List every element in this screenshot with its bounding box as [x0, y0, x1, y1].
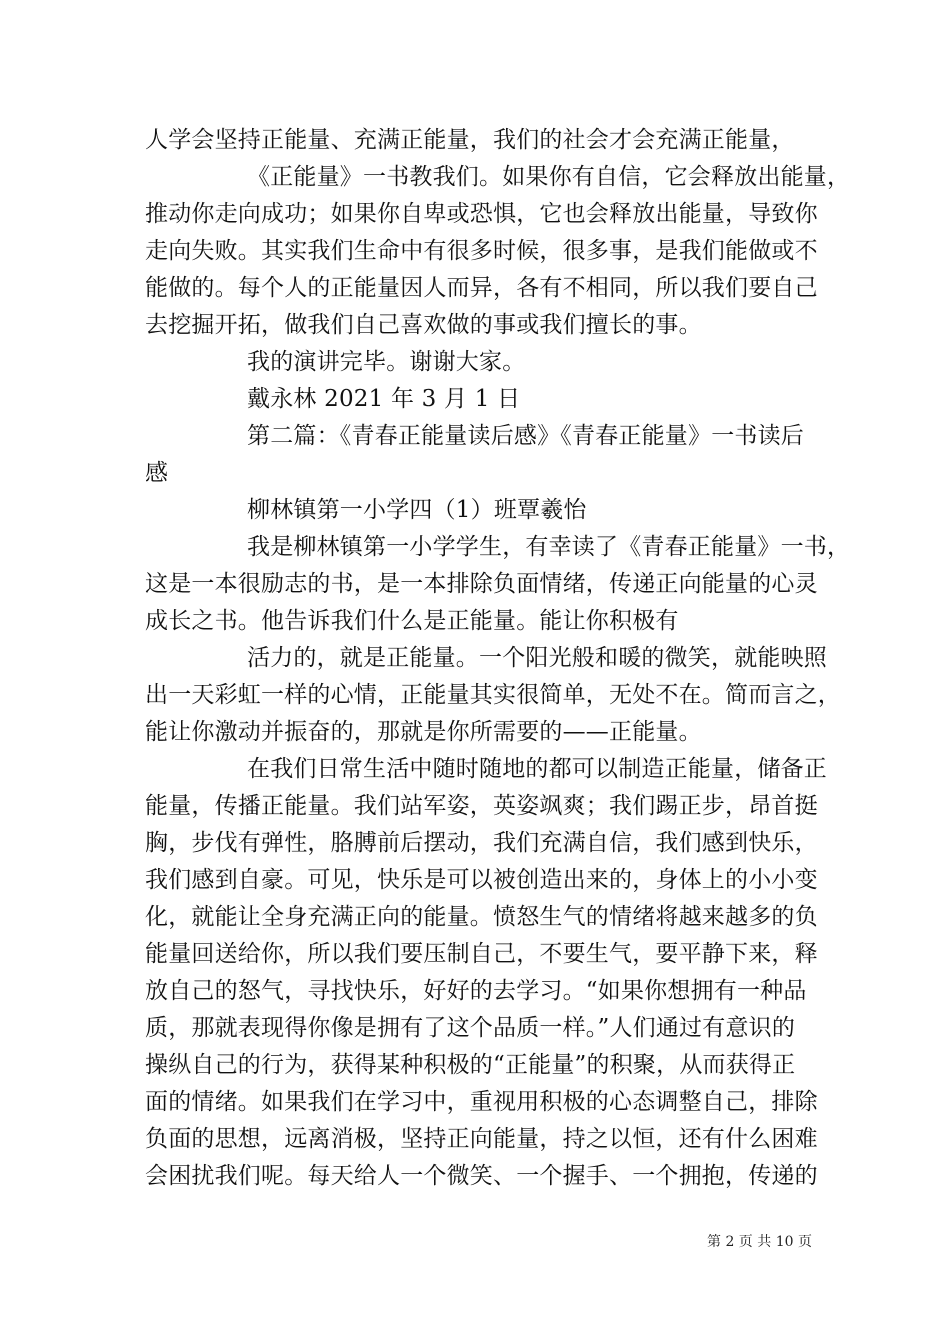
- text-line: 去挖掘开拓，做我们自己喜欢做的事或我们擅长的事。: [145, 312, 702, 338]
- author-line: 柳林镇第一小学四（1）班覃羲怡: [247, 497, 587, 523]
- text-line: 走向失败。其实我们生命中有很多时候，很多事，是我们能做或不: [145, 238, 818, 264]
- text-line: 《正能量》一书教我们。如果你有自信，它会释放出能量，: [247, 164, 851, 190]
- text-line: 能让你激动并振奋的，那就是你所需要的——正能量。: [145, 719, 702, 745]
- text-line: 我是柳林镇第一小学学生，有幸读了《青春正能量》一书，: [247, 534, 851, 560]
- page-number-footer: 第 2 页 共 10 页: [707, 1234, 812, 1250]
- text-line: 我的演讲完毕。谢谢大家。: [247, 349, 526, 375]
- text-line: 能量，传播正能量。我们站军姿，英姿飒爽；我们踢正步，昂首挺: [145, 793, 818, 819]
- text-line: 推动你走向成功；如果你自卑或恐惧，它也会释放出能量，导致你: [145, 201, 818, 227]
- text-line: 放自己的怒气，寻找快乐，好好的去学习。“如果你想拥有一种品: [145, 978, 807, 1004]
- text-line: 成长之书。他告诉我们什么是正能量。能让你积极有: [145, 608, 679, 634]
- text-line: 在我们日常生活中随时随地的都可以制造正能量，储备正: [247, 756, 827, 782]
- text-line: 质，那就表现得你像是拥有了这个品质一样。”人们通过有意识的: [145, 1015, 796, 1041]
- text-line: 负面的思想，远离消极，坚持正向能量，持之以恒，还有什么困难: [145, 1126, 818, 1152]
- text-line: 能做的。每个人的正能量因人而异，各有不相同，所以我们要自己: [145, 275, 818, 301]
- section-heading-continued: 感: [145, 460, 169, 486]
- signature-date-line: 戴永林 2021 年 3 月 1 日: [247, 386, 521, 412]
- text-line: 这是一本很励志的书，是一本排除负面情绪，传递正向能量的心灵: [145, 571, 818, 597]
- text-line: 我们感到自豪。可见，快乐是可以被创造出来的，身体上的小小变: [145, 867, 818, 893]
- text-line: 出一天彩虹一样的心情，正能量其实很简单，无处不在。简而言之，: [145, 682, 841, 708]
- text-line: 面的情绪。如果我们在学习中，重视用积极的心态调整自己，排除: [145, 1089, 818, 1115]
- text-line: 操纵自己的行为，获得某种积极的“正能量”的积聚，从而获得正: [145, 1052, 796, 1078]
- text-line: 人学会坚持正能量、充满正能量，我们的社会才会充满正能量，: [145, 127, 795, 153]
- text-line: 活力的，就是正能量。一个阳光般和暖的微笑，就能映照: [247, 645, 827, 671]
- text-line: 胸，步伐有弹性，胳膊前后摆动，我们充满自信，我们感到快乐，: [145, 830, 818, 856]
- text-line: 化，就能让全身充满正向的能量。愤怒生气的情绪将越来越多的负: [145, 904, 818, 930]
- text-line: 能量回送给你，所以我们要压制自己，不要生气，要平静下来，释: [145, 941, 818, 967]
- section-heading: 第二篇：《青春正能量读后感》《青春正能量》一书读后: [247, 423, 804, 449]
- text-line: 会困扰我们呢。每天给人一个微笑、一个握手、一个拥抱，传递的: [145, 1163, 818, 1189]
